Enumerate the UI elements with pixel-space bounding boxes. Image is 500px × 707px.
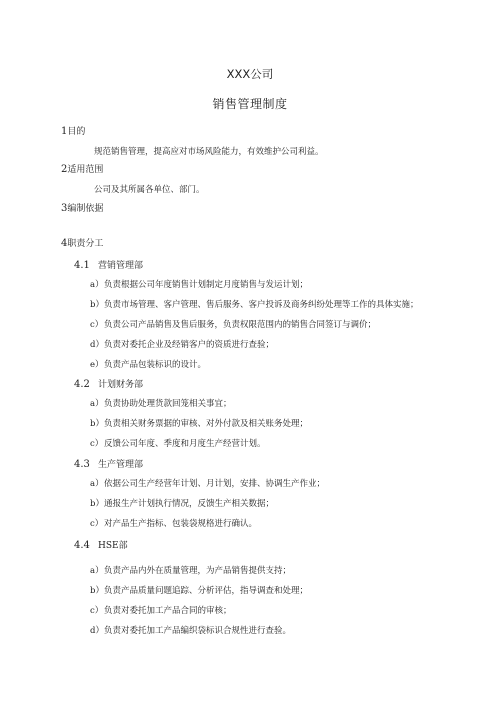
section-heading-responsibilities [61, 239, 103, 249]
subsection-number: 4.1 [74, 260, 90, 271]
section-heading-basis [61, 204, 103, 214]
subsection-number: 4.4 [74, 540, 90, 551]
list-item: d）负责对委托企业及经销客户的资质进行查验； [90, 340, 275, 350]
section-title: 职责分工 [67, 239, 104, 249]
subsection-title: 营销管理部 [98, 261, 144, 271]
list-item: b）负责市场管理、客户管理、售后服务、客户投诉及商务纠纷处理等工作的具体实施； [90, 300, 419, 310]
subsection-number: 4.2 [74, 379, 90, 390]
section-number: 1 [61, 126, 68, 137]
subsection-number: 4.3 [74, 459, 90, 470]
subsection-title: HSE部 [98, 541, 128, 551]
list-item: c）负责对委托加工产品合同的审核； [90, 606, 232, 616]
list-item: b）负责产品质量问题追踪、分析评估，指导调查和处理； [90, 586, 309, 596]
list-item: a）负责产品内外在质量管理，为产品销售提供支持； [90, 566, 292, 576]
list-item: c）对产品生产指标、包装袋规格进行确认。 [90, 519, 258, 529]
section-heading-purpose [61, 127, 85, 137]
list-item: b）通报生产计划执行情况，反馈生产相关数据； [90, 499, 275, 509]
section-number: 2 [61, 164, 68, 175]
subsection-heading-marketing [74, 261, 143, 271]
scope-paragraph: 公司及其所属各单位、部门。 [94, 185, 205, 195]
list-item: c）反馈公司年度、季度和月度生产经营计划。 [90, 439, 266, 449]
section-title: 编制依据 [67, 204, 104, 214]
section-heading-scope [61, 165, 103, 175]
company-name: XXX公司 [226, 67, 274, 81]
list-item: c）负责公司产品销售及售后服务，负责权限范围内的销售合同签订与调价； [90, 320, 377, 330]
list-item: e）负责产品包装标识的设计。 [90, 360, 207, 370]
list-item: a）负责根据公司年度销售计划制定月度销售与发运计划； [90, 280, 309, 290]
list-item: a）依据公司生产经营年计划、月计划，安排、协调生产作业； [90, 479, 326, 489]
document-title: 销售管理制度 [212, 97, 288, 111]
purpose-paragraph: 规范销售管理，提高应对市场风险能力，有效维护公司利益。 [94, 147, 324, 157]
subsection-heading-production [74, 460, 143, 470]
list-item: d）负责对委托加工产品编织袋标识合规性进行查验。 [90, 626, 292, 636]
section-title: 目的 [67, 127, 86, 137]
section-number: 3 [61, 203, 68, 214]
subsection-title: 计划财务部 [98, 380, 144, 390]
subsection-title: 生产管理部 [98, 460, 144, 470]
list-item: a）负责协助处理货款回笼相关事宜； [90, 399, 232, 409]
section-number: 4 [61, 238, 68, 249]
subsection-heading-hse [74, 541, 128, 551]
subsection-heading-finance [74, 380, 143, 390]
section-title: 适用范围 [67, 165, 104, 175]
list-item: b）负责相关财务票据的审核、对外付款及相关账务处理； [90, 419, 309, 429]
